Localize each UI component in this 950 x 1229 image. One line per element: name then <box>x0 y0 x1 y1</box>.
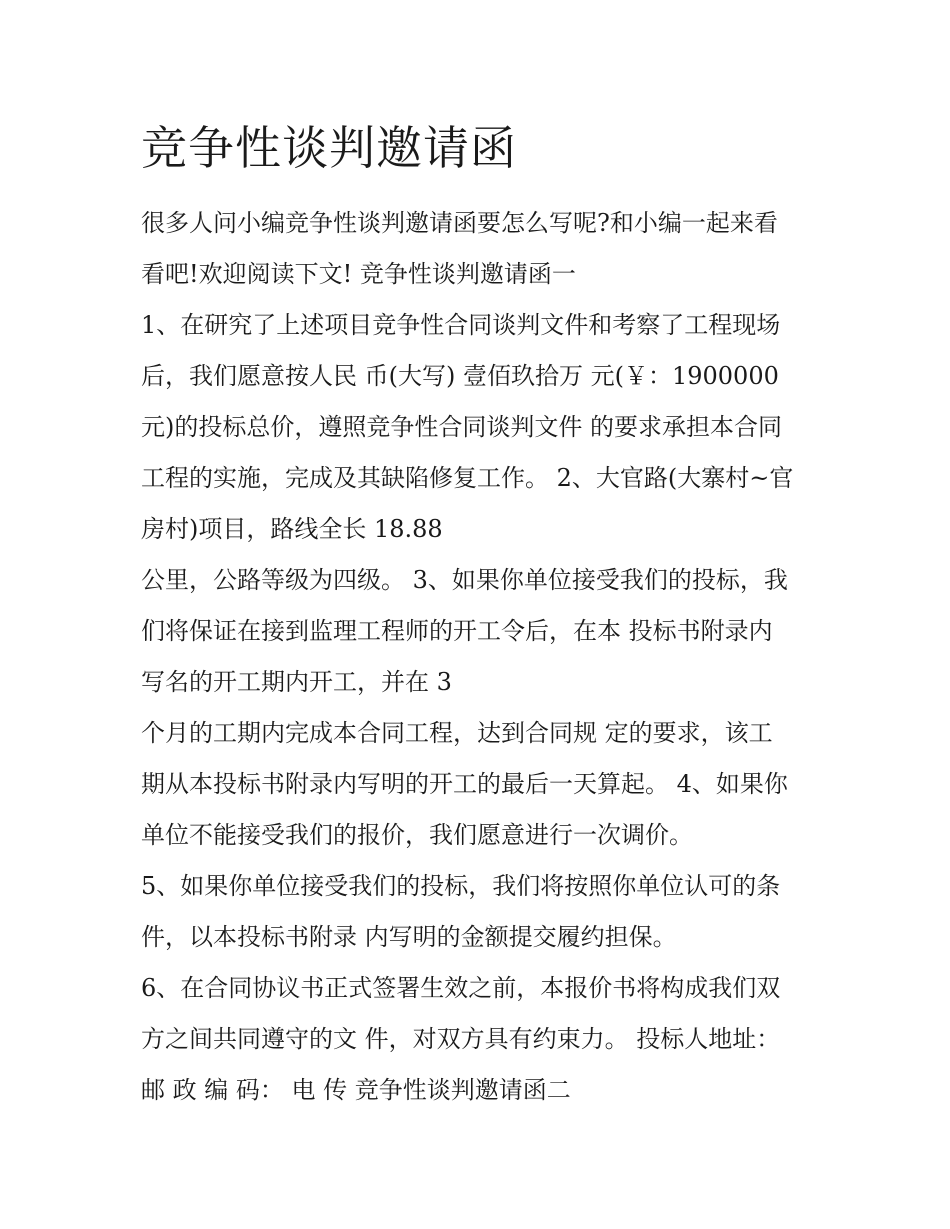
document-page <box>141 112 811 1116</box>
body-line: 5、如果你单位接受我们的投标，我们将按照你单位认可的条 <box>141 872 781 900</box>
document-title: 竞争性谈判邀请函 <box>141 121 517 175</box>
body-line: 6、在合同协议书正式签署生效之前，本报价书将构成我们双 <box>141 974 781 1002</box>
body-line: 邮 政 编 码： 电 传 竞争性谈判邀请函二 <box>141 1076 571 1104</box>
body-line: 写名的开工期内开工，并在 3 <box>141 668 452 696</box>
body-line: 单位不能接受我们的报价，我们愿意进行一次调价。 <box>141 821 693 849</box>
body-line: 很多人问小编竞争性谈判邀请函要怎么写呢?和小编一起来看 <box>141 209 778 237</box>
body-line: 件，以本投标书附录 内写明的金额提交履约担保。 <box>141 923 677 951</box>
body-line: 房村)项目，路线全长 18.88 <box>141 515 443 543</box>
body-line: 后，我们愿意按人民 币(大写) 壹佰玖拾万 元(￥：1900000 <box>141 362 779 390</box>
body-line: 期从本投标书附录内写明的开工的最后一天算起。 4、如果你 <box>141 770 788 798</box>
body-line: 工程的实施，完成及其缺陷修复工作。 2、大官路(大寨村~官 <box>141 464 794 492</box>
body-line: 看吧!欢迎阅读下文! 竞争性谈判邀请函一 <box>141 260 576 288</box>
document-body <box>141 198 811 1116</box>
body-line: 1、在研究了上述项目竞争性合同谈判文件和考察了工程现场 <box>141 311 781 339</box>
body-line: 们将保证在接到监理工程师的开工令后，在本 投标书附录内 <box>141 617 773 645</box>
body-line: 方之间共同遵守的文 件，对双方具有约束力。 投标人地址： <box>141 1025 781 1053</box>
body-line: 个月的工期内完成本合同工程，达到合同规 定的要求，该工 <box>141 719 773 747</box>
body-line: 公里，公路等级为四级。 3、如果你单位接受我们的投标，我 <box>141 566 788 594</box>
body-line: 元)的投标总价，遵照竞争性合同谈判文件 的要求承担本合同 <box>141 413 782 441</box>
